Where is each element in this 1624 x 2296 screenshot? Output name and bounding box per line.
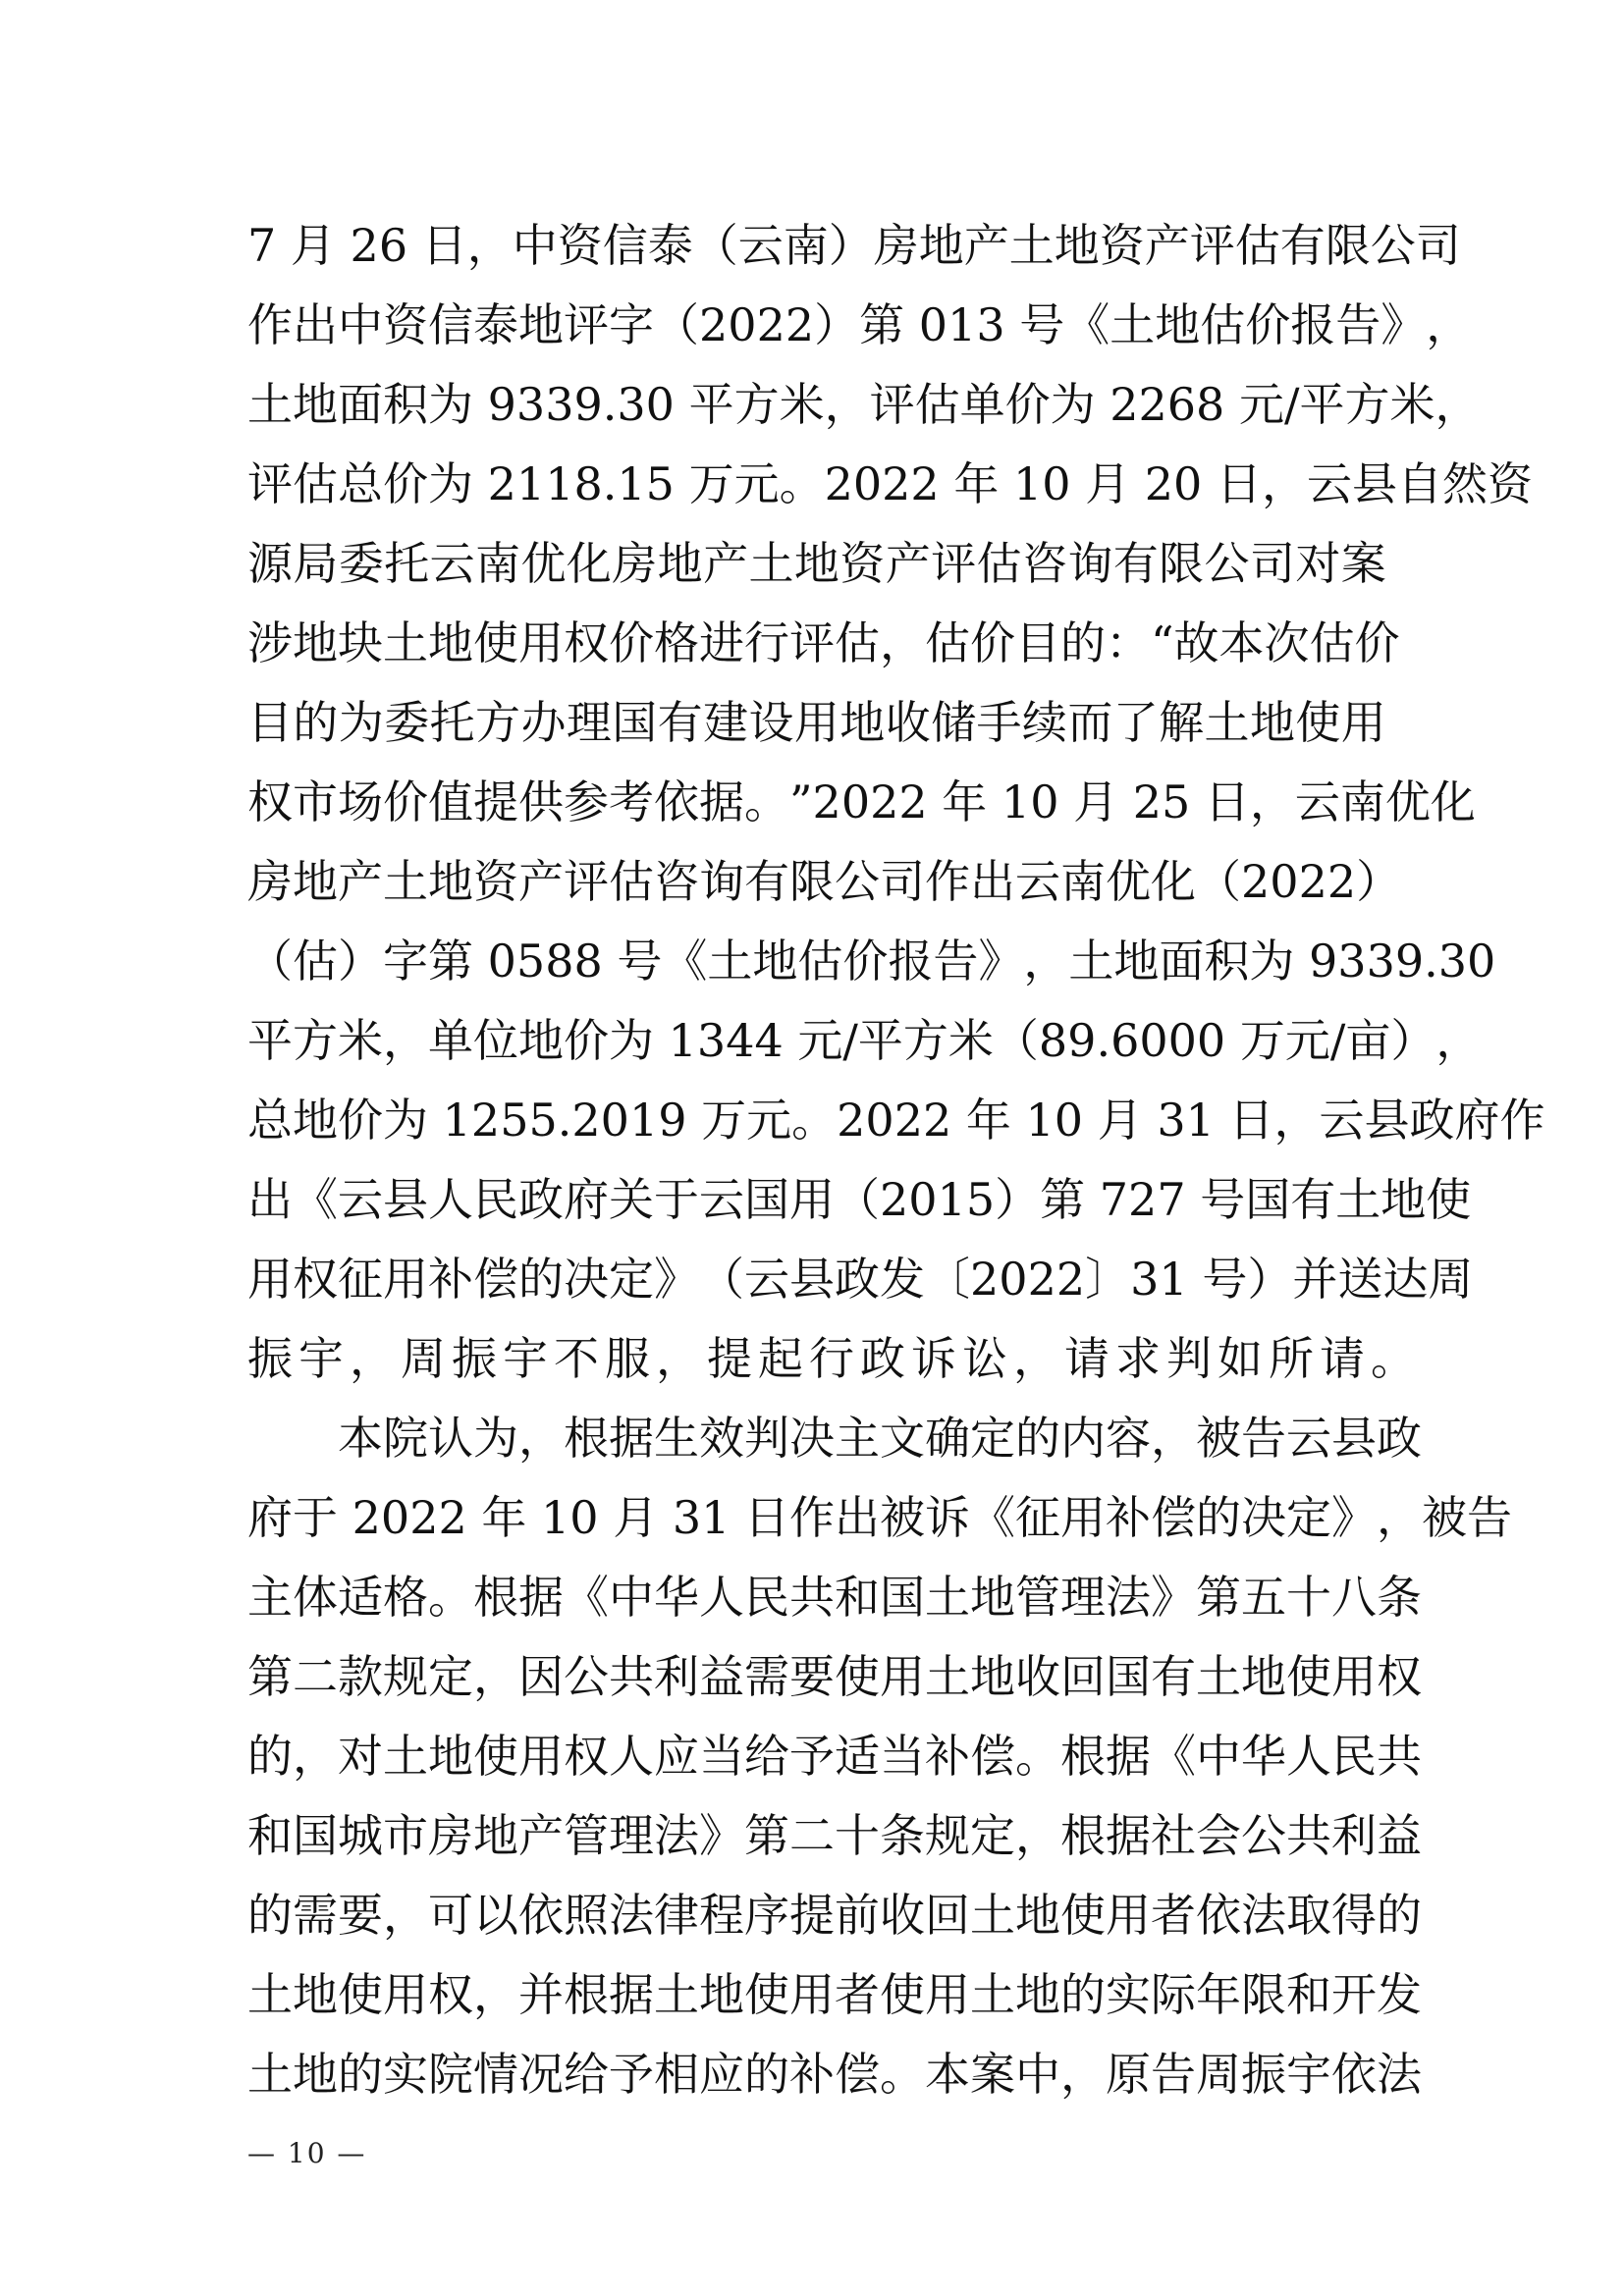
text-line: 总 地 价 为 1 2 5 5 . 2 0 1 9 万 元 。 2 0 2 2 年 1 0 月 3 1 日 ， 云 县 政 府 作 (247, 1094, 1545, 1147)
page-number: — 10 — (247, 2137, 367, 2169)
text-line: 出 《 云 县 人 民 政 府 关 于 云 国 用 （ 2 0 1 5 ） 第 7 2 7 号 国 有 土 地 使 (247, 1173, 1472, 1226)
text-line: 和 国 城 市 房 地 产 管 理 法 》 第 二 十 条 规 定 ， 根 据 社 会 公 共 利 益 (247, 1809, 1422, 1862)
text-line: 目 的 为 委 托 方 办 理 国 有 建 设 用 地 收 储 手 续 而 了 解 土 地 使 用 (247, 696, 1386, 749)
text-line: 房 地 产 土 地 资 产 评 估 咨 询 有 限 公 司 作 出 云 南 优 化 （ 2 0 2 2 ） (247, 855, 1402, 908)
body-text (247, 206, 1545, 2114)
paragraph-first-line: 本 院 认 为 ， 根 据 生 效 判 决 主 文 确 定 的 内 容 ， 被 告 云 县 政 (338, 1412, 1422, 1465)
text-line: 主 体 适 格 。 根 据 《 中 华 人 民 共 和 国 土 地 管 理 法 》 第 五 十 八 条 (247, 1571, 1422, 1624)
text-line: 平 方 米 ， 单 位 地 价 为 1 3 4 4 元 / 平 方 米 （ 8 9 . 6 0 0 0 万 元 / 亩 ） ， (247, 1014, 1482, 1067)
text-line: 第 二 款 规 定 ， 因 公 共 利 益 需 要 使 用 土 地 收 回 国 有 土 地 使 用 权 (247, 1650, 1422, 1703)
text-line: 作 出 中 资 信 泰 地 评 字 （ 2 0 2 2 ） 第 0 1 3 号 《 土 地 估 价 报 告 》 ， (247, 298, 1472, 351)
text-line: 权 市 场 价 值 提 供 参 考 依 据 。 ” 2 0 2 2 年 1 0 月 2 5 日 ， 云 南 优 化 (247, 775, 1476, 828)
text-line: 土 地 的 实 院 情 况 给 予 相 应 的 补 偿 。 本 案 中 ， 原 告 周 振 宇 依 法 (247, 2048, 1422, 2101)
text-line: 7 月 2 6 日 ， 中 资 信 泰 （ 云 南 ） 房 地 产 土 地 资 产 评 估 有 限 公 司 (247, 219, 1461, 272)
text-line: 振 宇 ， 周 振 宇 不 服 ， 提 起 行 政 诉 讼 ， 请 求 判 如 所 请 。 (247, 1332, 1422, 1385)
text-line: 源 局 委 托 云 南 优 化 房 地 产 土 地 资 产 评 估 咨 询 有 限 公 司 对 案 (247, 537, 1386, 590)
text-line: 土 地 使 用 权 ， 并 根 据 土 地 使 用 者 使 用 土 地 的 实 际 年 限 和 开 发 (247, 1968, 1422, 2021)
text-line: 的 ， 对 土 地 使 用 权 人 应 当 给 予 适 当 补 偿 。 根 据 《 中 华 人 民 共 (247, 1730, 1422, 1783)
text-line: 的 需 要 ， 可 以 依 照 法 律 程 序 提 前 收 回 土 地 使 用 者 依 法 取 得 的 (247, 1889, 1422, 1942)
text-line: 土 地 面 积 为 9 3 3 9 . 3 0 平 方 米 ， 评 估 单 价 为 2 2 6 8 元 / 平 方 米 ， (247, 378, 1481, 431)
text-line: 涉 地 块 土 地 使 用 权 价 格 进 行 评 估 ， 估 价 目 的 ： “ 故 本 次 估 价 (247, 616, 1400, 669)
text-line: 用 权 征 用 补 偿 的 决 定 》 （ 云 县 政 发 〔 2 0 2 2 〕 3 1 号 ） 并 送 达 周 (247, 1253, 1474, 1306)
text-line: 评 估 总 价 为 2 1 1 8 . 1 5 万 元 。 2 0 2 2 年 1 0 月 2 0 日 ， 云 县 自 然 资 (247, 457, 1533, 510)
text-line: 府 于 2 0 2 2 年 1 0 月 3 1 日 作 出 被 诉 《 征 用 补 偿 的 决 定 》 ， 被 告 (247, 1491, 1512, 1544)
text-line: （ 估 ） 字 第 0 5 8 8 号 《 土 地 估 价 报 告 》 ， 土 地 面 积 为 9 3 3 9 . 3 0 (247, 934, 1496, 988)
